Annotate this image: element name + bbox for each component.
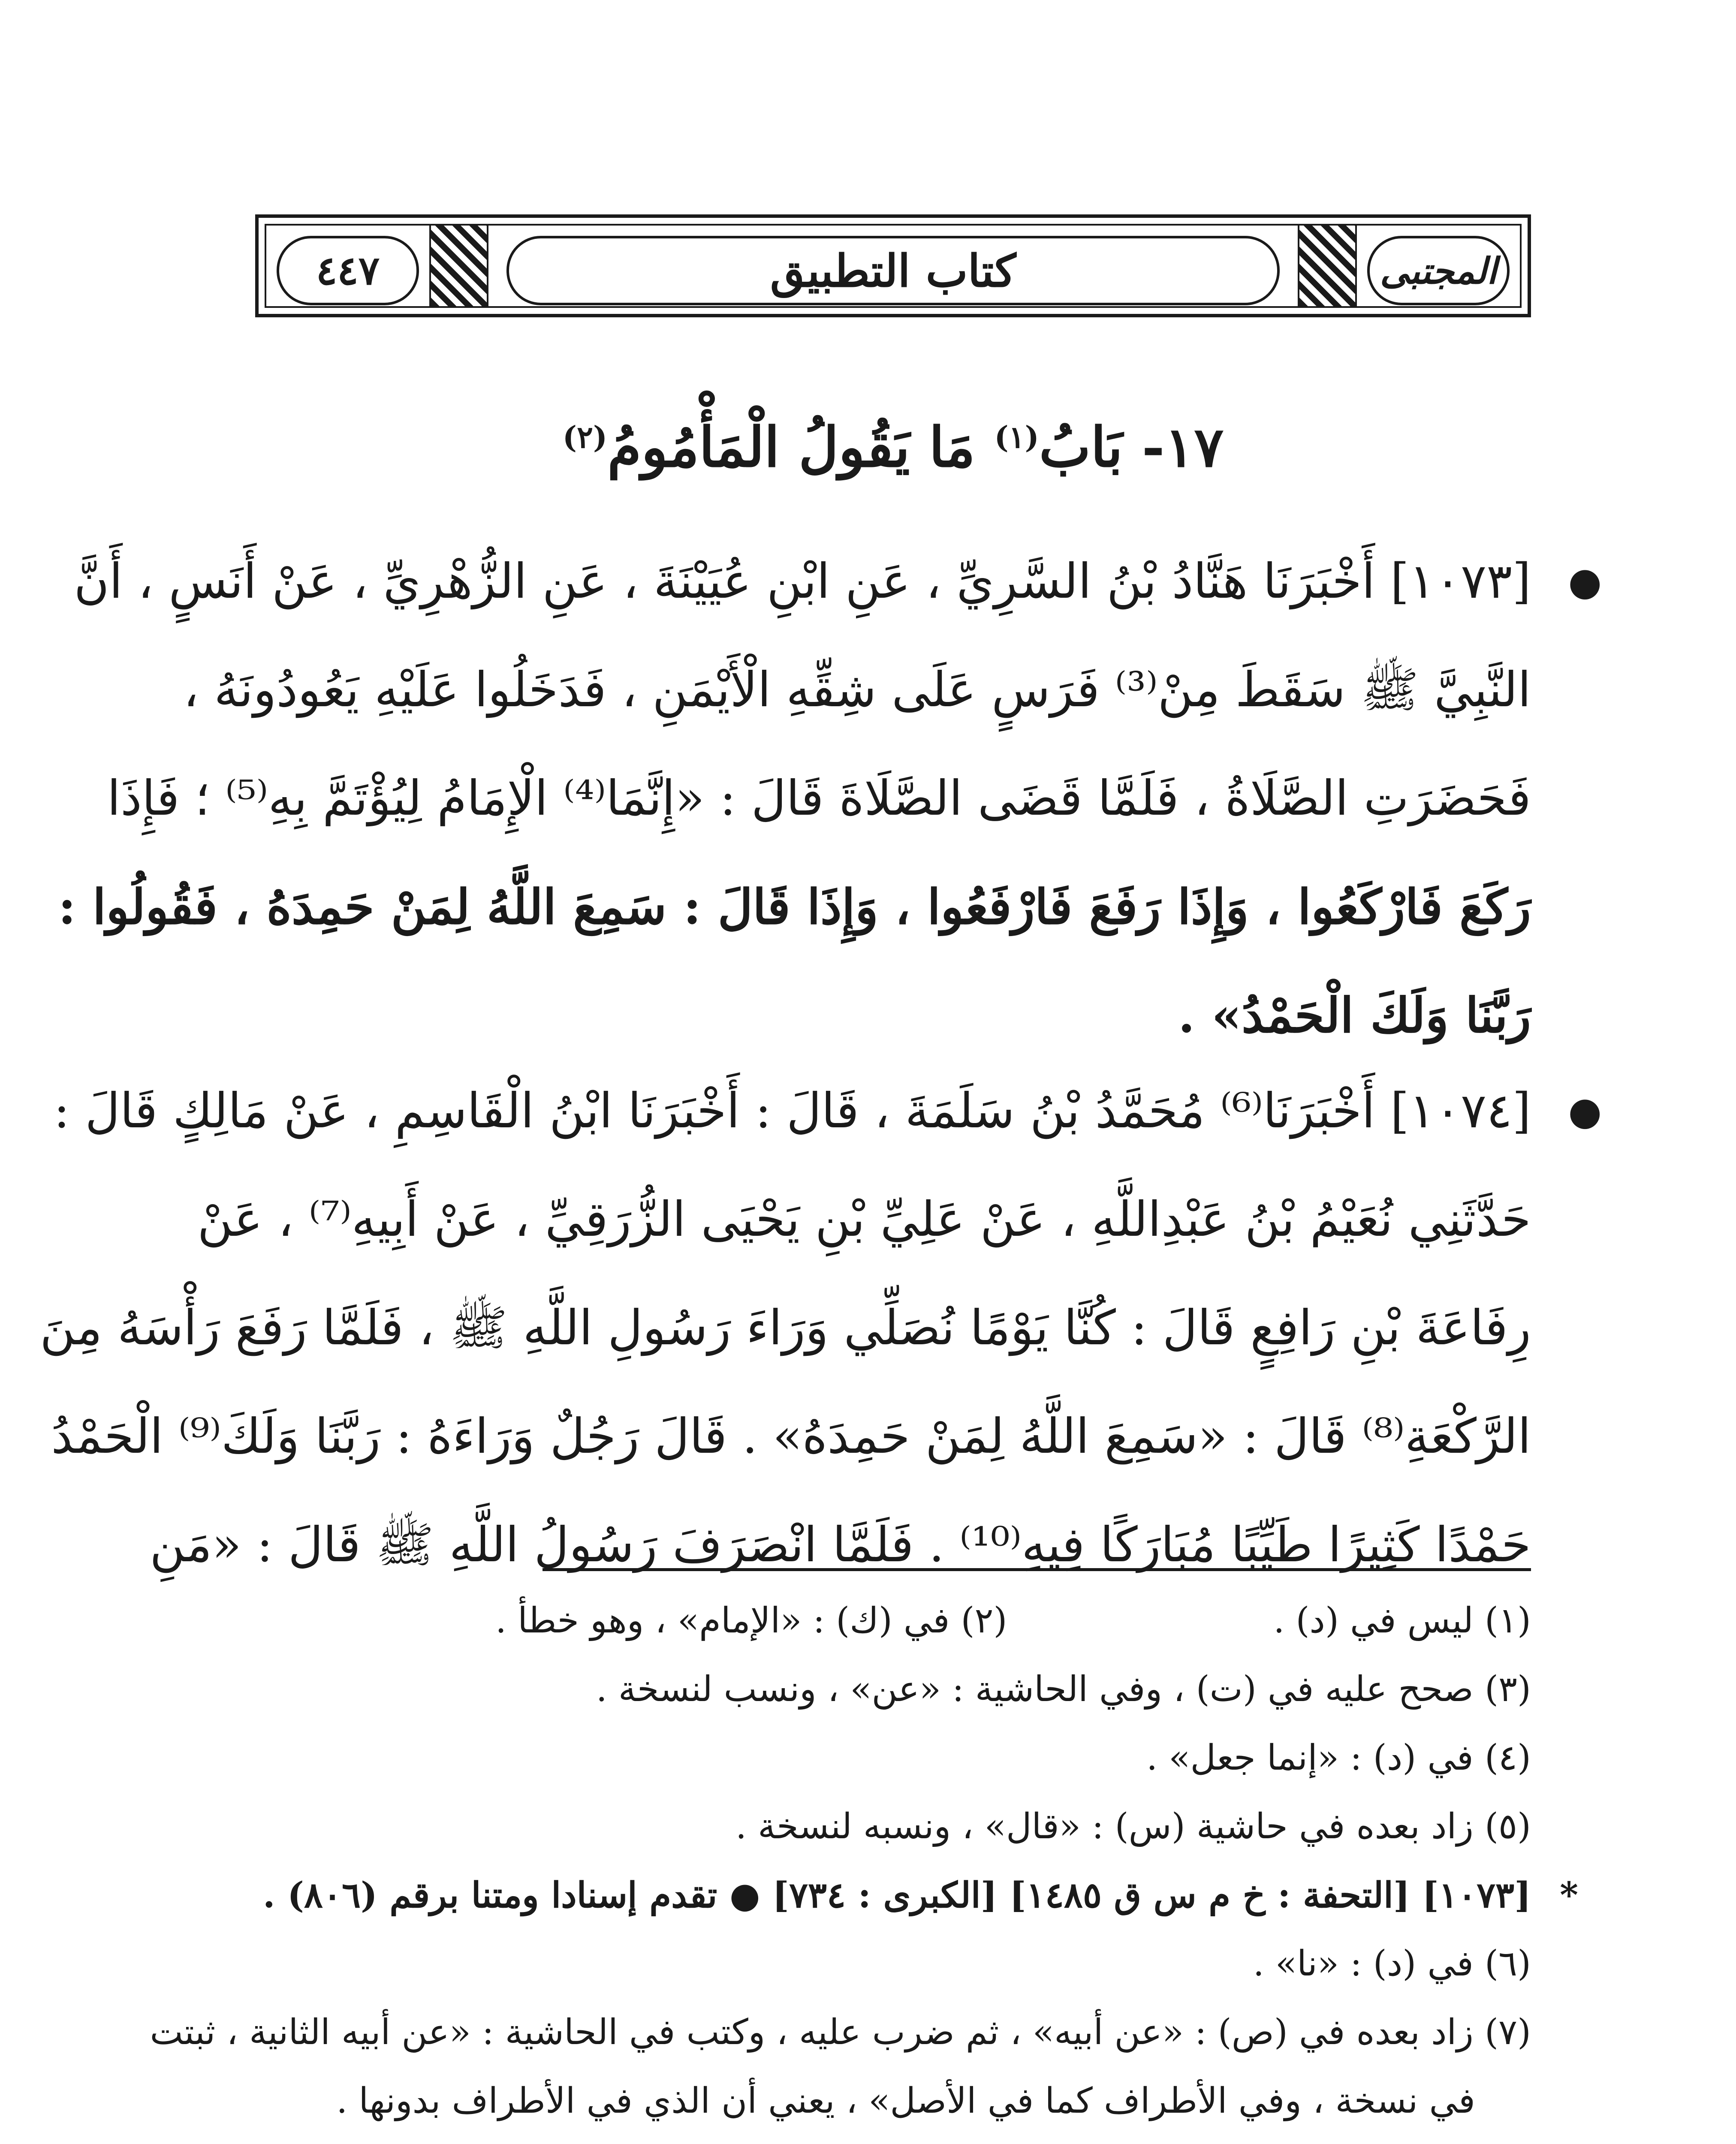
footnote: (١) ليس في (د) . (٢) في (ك) : «الإمام» ، وهو خطأ . (255, 1587, 1531, 1655)
text-line: رَبَّنَا وَلَكَ الْحَمْدُ» . (1178, 988, 1531, 1044)
text-line: رِفَاعَةَ بْنِ رَافِعٍ قَالَ : كُنَّا يَوْمًا نُصَلِّي وَرَاءَ رَسُولِ اللَّهِ ﷺ ، فَلَمَّا رَفَعَ رَأْسَهُ مِنَ (40, 1300, 1531, 1356)
footnote: (٥) زاد بعده في حاشية (س) : «قال» ، ونسبه لنسخة . (735, 1806, 1531, 1847)
footnote: (٦) في (د) : «نا» . (1253, 1943, 1531, 1984)
text-line: ● [١٠٧٤] أَخْبَرَنَا⁽⁶⁾ مُحَمَّدُ بْنُ سَلَمَةَ ، قَالَ : أَخْبَرَنَا ابْنُ الْقَاسِمِ ، عَنْ مَالِكٍ قَالَ : (255, 1057, 1531, 1165)
text-line: ● [١٠٧٣] أَخْبَرَنَا هَنَّادُ بْنُ السَّرِيِّ ، عَنِ ابْنِ عُيَيْنَةَ ، عَنِ الزُّهْرِيِّ ، عَنْ أَنَسٍ ، أَنَّ (255, 527, 1531, 636)
header-frame (265, 224, 1522, 308)
page-header (255, 214, 1531, 317)
hadith-1074 (40, 1057, 1602, 1599)
book-name-logo: المجتبى (1367, 236, 1510, 305)
text-line: رَكَعَ فَارْكَعُوا ، وَإِذَا رَفَعَ فَارْفَعُوا ، وَإِذَا قَالَ : سَمِعَ اللَّهُ لِمَنْ حَمِدَهُ ، فَقُولُوا : (58, 879, 1531, 935)
page-number: ٤٤٧ (277, 236, 419, 305)
book-title: كتاب التطبيق (506, 236, 1280, 305)
chapter-title (255, 399, 1531, 480)
footnote-ref: (٢) (562, 419, 608, 455)
footnote-ref: (١) (994, 419, 1039, 455)
takhrij-note: * [١٠٧٣] [التحفة : خ م س ق ١٤٨٥] [الكبرى : ٧٣٤] ● تقدم إسنادا ومتنا برقم (٨٠٦) . (255, 1861, 1531, 1930)
footnote-divider (542, 1568, 1531, 1571)
header-ornament-icon (429, 226, 488, 306)
header-ornament-icon (1298, 226, 1357, 306)
bullet-icon: ● (1568, 559, 1602, 604)
chapter-number: ١٧- (1142, 415, 1224, 480)
chapter-word: بَابُ (1039, 415, 1123, 480)
text-line: حَدَّثَنِي نُعَيْمُ بْنُ عَبْدِاللَّهِ ، عَنْ عَلِيِّ بْنِ يَحْيَى الزُّرَقِيِّ ، عَنْ أَبِيهِ⁽⁷⁾ ، عَنْ (197, 1192, 1531, 1247)
footnote: (٤) في (د) : «إنما جعل» . (1146, 1737, 1531, 1778)
text-line: حَمْدًا كَثِيرًا طَيِّبًا مُبَارَكًا فِيهِ⁽¹⁰⁾ . فَلَمَّا انْصَرَفَ رَسُولُ اللَّهِ ﷺ قَالَ : «مَنِ (150, 1517, 1531, 1573)
text-line: الرَّكْعَةِ⁽⁸⁾ قَالَ : «سَمِعَ اللَّهُ لِمَنْ حَمِدَهُ» . قَالَ رَجُلٌ وَرَاءَهُ : رَبَّنَا وَلَكَ⁽⁹⁾ الْحَمْدُ (51, 1409, 1531, 1464)
bullet-icon: ● (1568, 1089, 1602, 1134)
text-line: فَحَضَرَتِ الصَّلَاةُ ، فَلَمَّا قَضَى الصَّلَاةَ قَالَ : «إِنَّمَا⁽⁴⁾ الْإِمَامُ لِيُؤْتَمَّ بِهِ⁽⁵⁾ ؛ فَإِذَا (107, 771, 1531, 826)
hadith-1073 (58, 527, 1602, 1070)
footnote-continuation: في نسخة ، وفي الأطراف كما في الأصل» ، يعني أن الذي في الأطراف بدونها . (336, 2081, 1475, 2121)
footnote: (٢) في (ك) : «الإمام» ، وهو خطأ . (495, 1600, 1007, 1641)
chapter-heading: مَا يَقُولُ الْمَأْمُومُ (607, 415, 975, 480)
text-line: النَّبِيَّ ﷺ سَقَطَ مِنْ⁽³⁾ فَرَسٍ عَلَى شِقِّهِ الْأَيْمَنِ ، فَدَخَلُوا عَلَيْهِ يَعُودُونَهُ ، (183, 662, 1531, 718)
footnote (255, 2135, 1531, 2144)
star-icon: * (1560, 1875, 1578, 1916)
footnote: (٣) صحح عليه في (ت) ، وفي الحاشية : «عن» ، ونسب لنسخة . (596, 1669, 1531, 1710)
footnote: (٧) زاد بعده في (ص) : «عن أبيه» ، ثم ضرب عليه ، وكتب في الحاشية : «عن أبيه الثانية ، ثبتت (150, 2012, 1531, 2053)
